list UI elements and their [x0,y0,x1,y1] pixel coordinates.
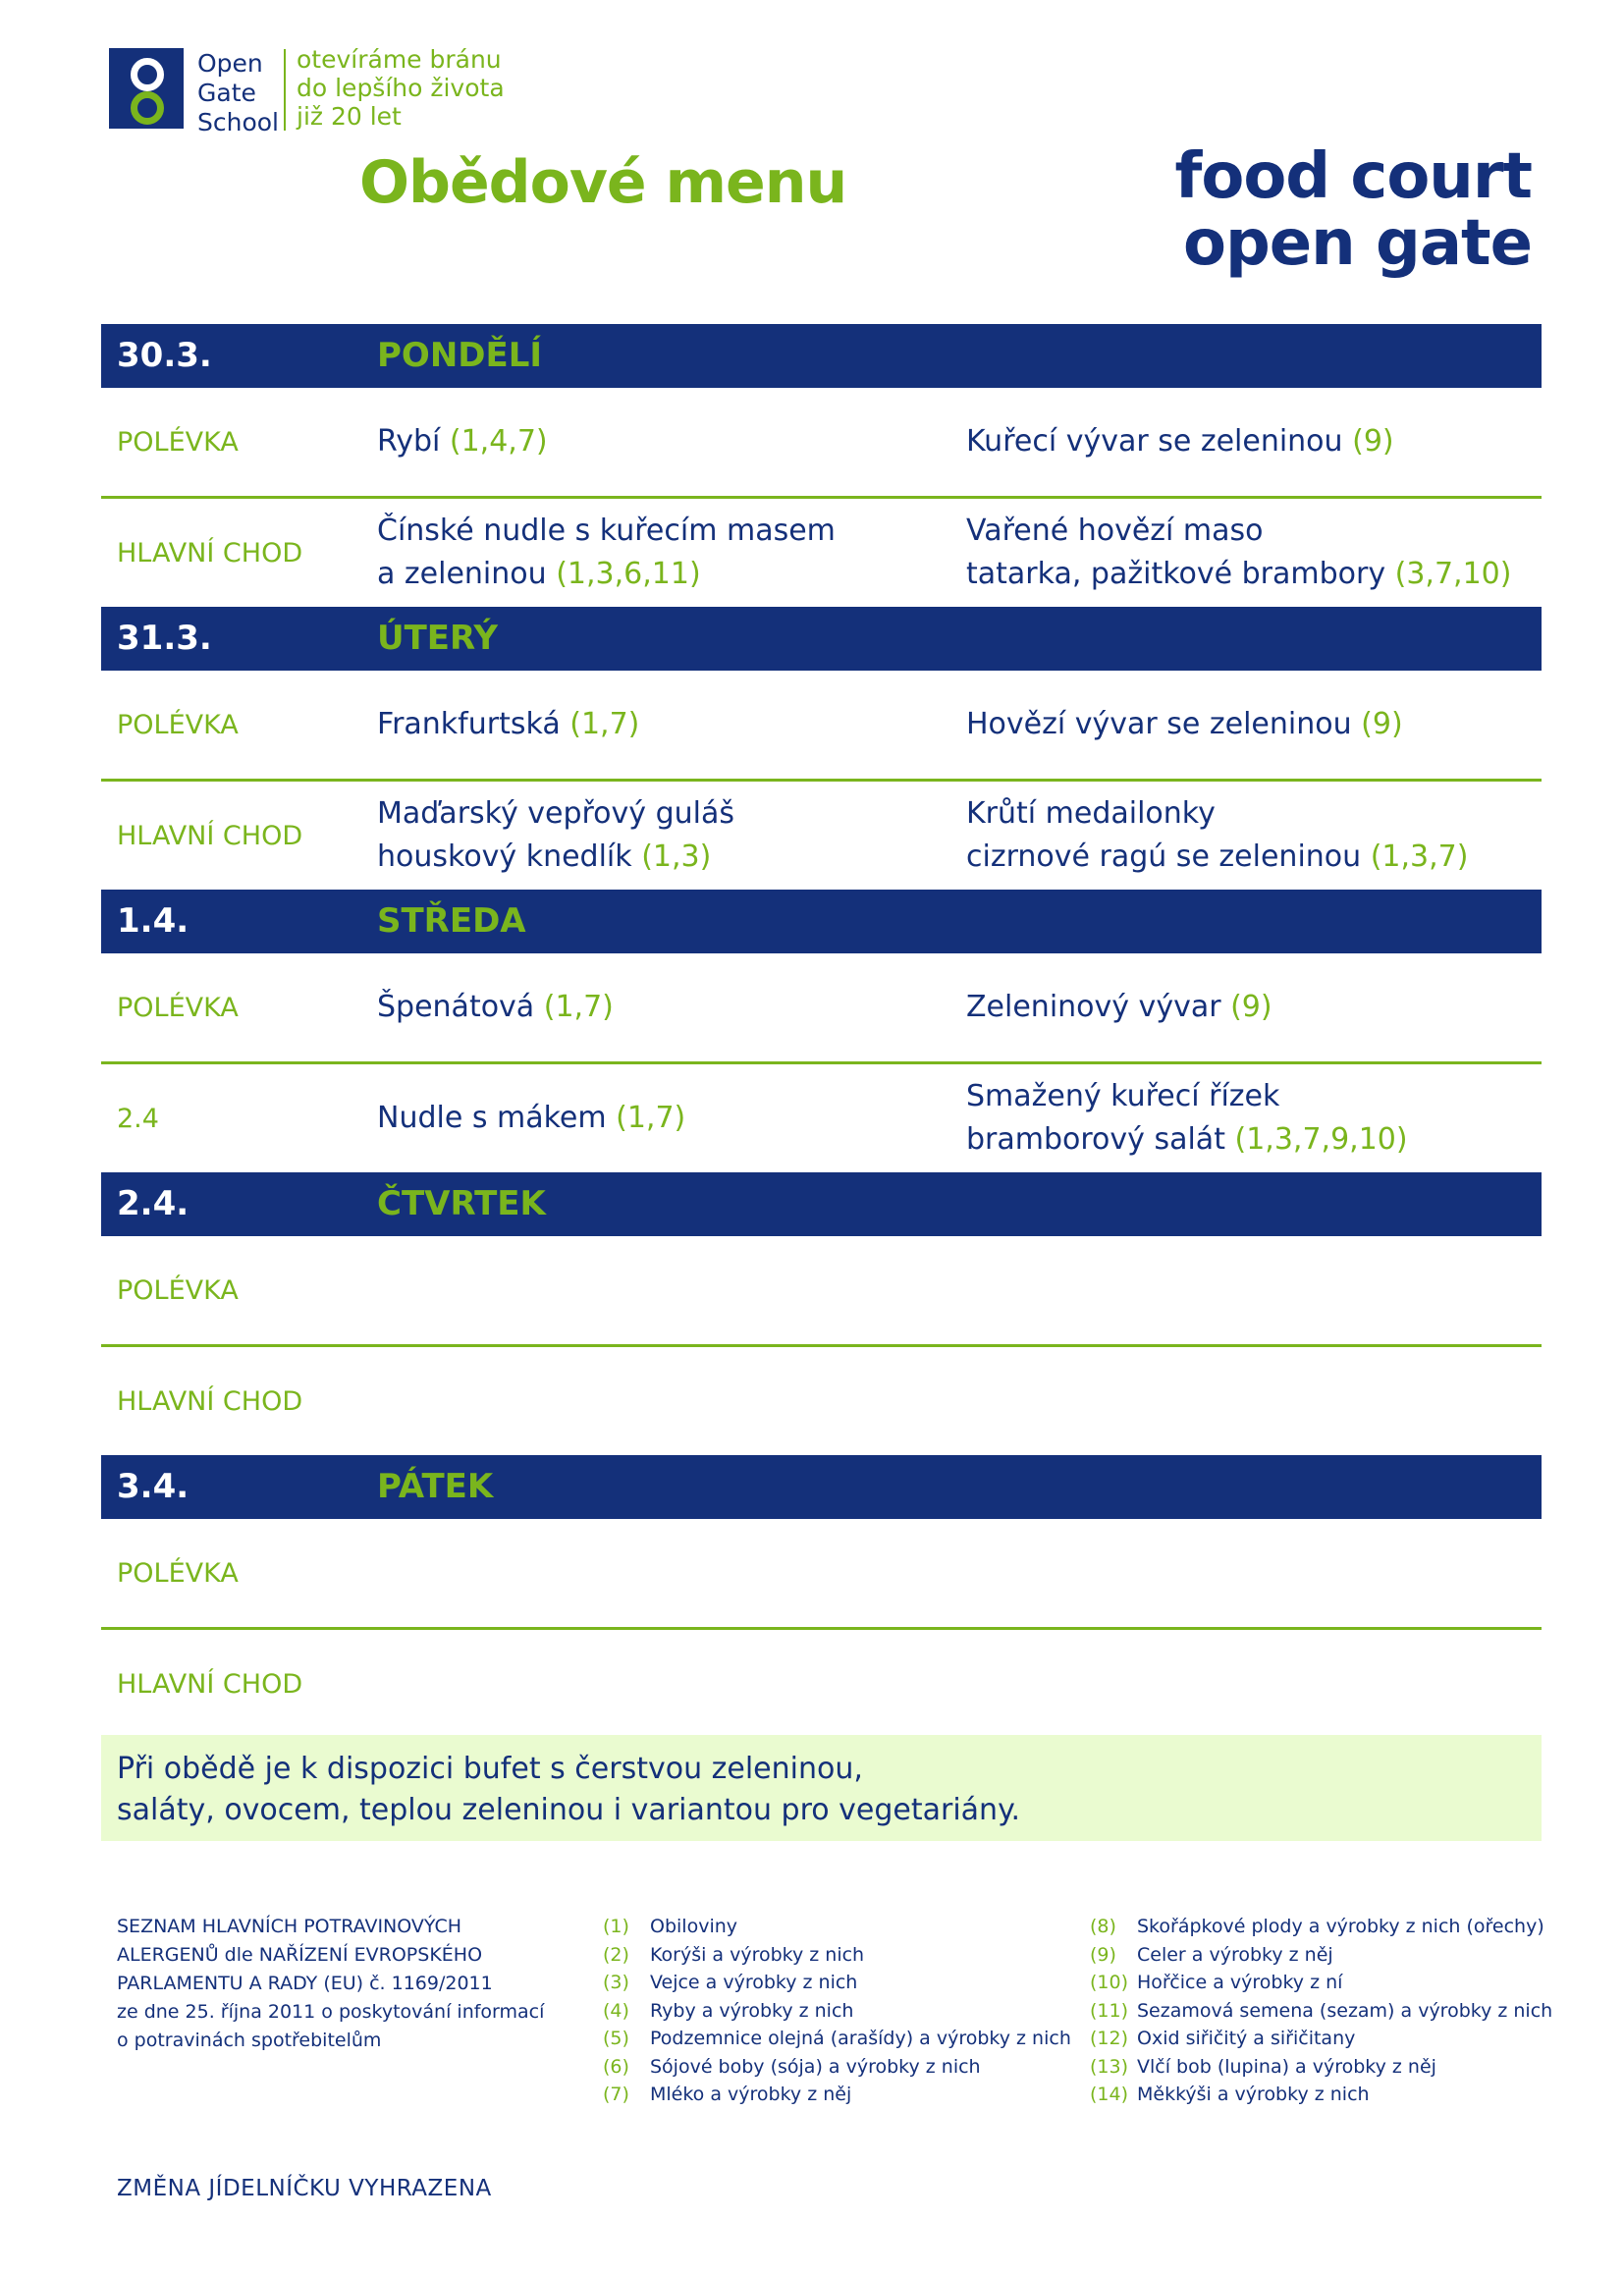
dish-name: tatarka, pažitkové brambory [966,557,1386,591]
allergen-number: (1) [603,1916,629,1937]
dish-line [377,703,639,746]
allergen-number: (8) [1090,1916,1116,1937]
allergen-item [603,2053,1071,2082]
dish-name: Krůtí medailonky [966,796,1216,831]
dish-name: Hovězí vývar se zeleninou [966,707,1352,741]
allergen-number: (13) [1090,2055,1129,2078]
row-label: HLAVNÍ CHOD [117,1385,303,1417]
allergen-item [603,2081,1071,2109]
row-label: POLÉVKA [117,426,239,458]
day-date: 2.4. [117,1184,189,1223]
main-course-row [101,499,1542,607]
dish-allergens: (9) [1230,990,1272,1024]
allergen-item [603,2025,1071,2053]
main-option-1 [377,499,836,607]
logo-word: Gate [197,79,256,107]
allergen-title-line: PARLAMENTU A RADY (EU) č. 1169/2011 [117,1973,493,1994]
tagline-line: otevíráme bránu [297,45,502,74]
main-course-row [101,1347,1542,1455]
allergen-item [1090,1941,1552,1970]
dish-line [377,986,614,1029]
dish-line [377,836,734,879]
buffet-note [101,1735,1542,1841]
soup-option-2 [966,671,1403,779]
allergen-item [1090,2025,1552,2053]
logo-divider [284,49,286,131]
allergen-name: Oxid siřičitý a siřičitany [1137,2028,1356,2049]
brand-title [1174,140,1533,280]
allergen-title-line: SEZNAM HLAVNÍCH POTRAVINOVÝCH [117,1916,462,1937]
soup-row [101,953,1542,1064]
main-course-row [101,782,1542,890]
allergen-item [1090,2081,1552,2109]
dish-text [377,792,734,879]
day-name: PÁTEK [377,1467,494,1506]
allergen-title-line: ze dne 25. října 2011 o poskytování informací [117,2001,545,2023]
allergen-list-right [1090,1913,1552,2109]
dish-line [966,836,1468,879]
day-name: ČTVRTEK [377,1184,546,1223]
day-date: 3.4. [117,1467,189,1506]
dish-name: houskový knedlík [377,839,632,874]
row-label: POLÉVKA [117,709,239,740]
allergen-name: Podzemnice olejná (arašídy) a výrobky z nich [650,2028,1071,2049]
dish-allergens: (1,7) [569,707,640,741]
logo-word: Open [197,49,263,78]
footer-note: ZMĚNA JÍDELNÍČKU VYHRAZENA [117,2176,492,2201]
dish-name: Čínské nudle s kuřecím masem [377,514,836,548]
dish-text [966,420,1394,463]
day-header [101,1455,1542,1519]
dish-line [377,1097,685,1140]
tagline-line: již 20 let [297,102,402,131]
dish-name: Frankfurtská [377,707,561,741]
soup-option-2 [966,953,1272,1061]
allergen-name: Sezamová semena (sezam) a výrobky z nich [1137,1999,1553,2022]
day-date: 30.3. [117,336,212,375]
day-header [101,607,1542,671]
dish-text [966,986,1272,1029]
row-label: HLAVNÍ CHOD [117,820,303,851]
allergen-item [603,1913,1071,1941]
allergen-name: Měkkýši a výrobky z nich [1137,2084,1370,2105]
soup-option-1 [377,953,614,1061]
buffet-line: saláty, ovocem, teplou zeleninou i variantou pro vegetariány. [117,1793,1021,1827]
allergen-name: Korýši a výrobky z nich [650,1943,865,1966]
dish-allergens: (3,7,10) [1394,557,1512,591]
logo-mark [109,48,184,129]
dish-line [966,420,1394,463]
brand-line: open gate [1182,207,1532,280]
allergen-number: (6) [603,2055,629,2078]
logo-word: School [197,108,279,136]
allergen-item [1090,1913,1552,1941]
dish-line [966,1075,1408,1118]
day-name: STŘEDA [377,901,526,941]
dish-line [966,510,1511,553]
dish-text [966,792,1468,879]
dish-text [966,703,1403,746]
dish-name: cizrnové ragú se zeleninou [966,839,1362,874]
dish-text [377,1097,685,1140]
dish-text [377,420,548,463]
main-option-2 [966,782,1468,890]
allergen-number: (12) [1090,2028,1129,2049]
menu-table [101,324,1542,1738]
main-option-2 [966,499,1511,607]
allergen-title [117,1913,549,2055]
allergen-name: Skořápkové plody a výrobky z nich (ořechy) [1137,1916,1544,1937]
dish-line [377,792,734,836]
allergen-name: Celer a výrobky z něj [1137,1943,1333,1966]
day-name: PONDĚLÍ [377,336,543,375]
day-header [101,324,1542,388]
dish-name: Zeleninový vývar [966,990,1221,1024]
dish-allergens: (1,3,7,9,10) [1234,1122,1408,1157]
dish-allergens: (1,3) [641,839,712,874]
row-label: 2.4 [117,1103,159,1134]
soup-row [101,388,1542,499]
dish-line [966,553,1511,596]
day-header [101,1172,1542,1236]
dish-name: Vařené hovězí maso [966,514,1264,548]
allergen-number: (7) [603,2084,629,2105]
allergen-title-line: ALERGENŮ dle NAŘÍZENÍ EVROPSKÉHO [117,1944,483,1966]
allergen-name: Vejce a výrobky z nich [650,1972,858,1993]
main-option-1 [377,782,734,890]
dish-text [377,986,614,1029]
allergen-number: (11) [1090,1999,1129,2022]
allergen-item [603,1997,1071,2026]
allergen-item [603,1969,1071,1997]
allergen-item [1090,1997,1552,2026]
allergen-name: Obiloviny [650,1916,738,1937]
soup-row [101,1519,1542,1630]
soup-option-1 [377,388,548,496]
dish-line [966,1118,1408,1162]
dish-allergens: (9) [1361,707,1403,741]
dish-name: Špenátová [377,990,535,1024]
dish-allergens: (1,3,7) [1370,839,1469,874]
day-date: 1.4. [117,901,189,941]
dish-line [377,553,836,596]
soup-option-1 [377,671,639,779]
allergen-number: (3) [603,1972,629,1993]
dish-name: a zeleninou [377,557,547,591]
row-label: POLÉVKA [117,992,239,1023]
dish-name: Rybí [377,424,441,459]
dish-line [966,986,1272,1029]
row-label: HLAVNÍ CHOD [117,537,303,568]
allergen-number: (5) [603,2028,629,2049]
dish-allergens: (1,7) [543,990,614,1024]
dish-name: Maďarský vepřový guláš [377,796,734,831]
allergen-name: Vlčí bob (lupina) a výrobky z něj [1137,2055,1436,2078]
allergen-number: (4) [603,1999,629,2022]
dish-name: bramborový salát [966,1122,1225,1157]
soup-option-2 [966,388,1394,496]
row-label: POLÉVKA [117,1557,239,1589]
allergen-item [603,1941,1071,1970]
dish-text [377,510,836,596]
tagline [297,45,505,131]
allergen-name: Hořčice a výrobky z ní [1137,1972,1343,1993]
allergen-item [1090,2053,1552,2082]
day-date: 31.3. [117,619,212,658]
row-label: HLAVNÍ CHOD [117,1668,303,1700]
dish-line [377,510,836,553]
soup-row [101,671,1542,782]
allergen-number: (14) [1090,2084,1129,2105]
logo-words [197,49,279,137]
dish-allergens: (1,7) [616,1101,686,1135]
day-header [101,890,1542,953]
dish-text [966,1075,1408,1162]
buffet-line: Při obědě je k dispozici bufet s čerstvou zeleninou, [117,1752,863,1786]
main-option-1 [377,1064,685,1172]
day-name: ÚTERÝ [377,619,498,658]
dish-name: Smažený kuřecí řízek [966,1079,1280,1113]
allergen-list-left [603,1913,1071,2109]
main-course-row [101,1064,1542,1172]
soup-row [101,1236,1542,1347]
dish-name: Nudle s mákem [377,1101,607,1135]
dish-text [377,703,639,746]
allergen-item [1090,1969,1552,1997]
tagline-line: do lepšího života [297,74,505,102]
allergen-number: (10) [1090,1972,1129,1993]
dish-text [966,510,1511,596]
allergen-title-line: o potravinách spotřebitelům [117,2030,382,2051]
page-title: Obědové menu [359,148,847,217]
allergen-name: Sójové boby (sója) a výrobky z nich [650,2055,981,2078]
dish-allergens: (9) [1352,424,1394,459]
allergen-number: (9) [1090,1943,1116,1966]
allergen-name: Ryby a výrobky z nich [650,1999,854,2022]
dish-allergens: (1,4,7) [449,424,548,459]
allergen-number: (2) [603,1943,629,1966]
dish-line [966,792,1468,836]
row-label: POLÉVKA [117,1274,239,1306]
main-course-row [101,1630,1542,1738]
dish-allergens: (1,3,6,11) [556,557,701,591]
dish-line [377,420,548,463]
allergen-name: Mléko a výrobky z něj [650,2084,852,2105]
main-option-2 [966,1064,1408,1172]
dish-line [966,703,1403,746]
dish-name: Kuřecí vývar se zeleninou [966,424,1343,459]
brand-line: food court [1174,140,1532,213]
